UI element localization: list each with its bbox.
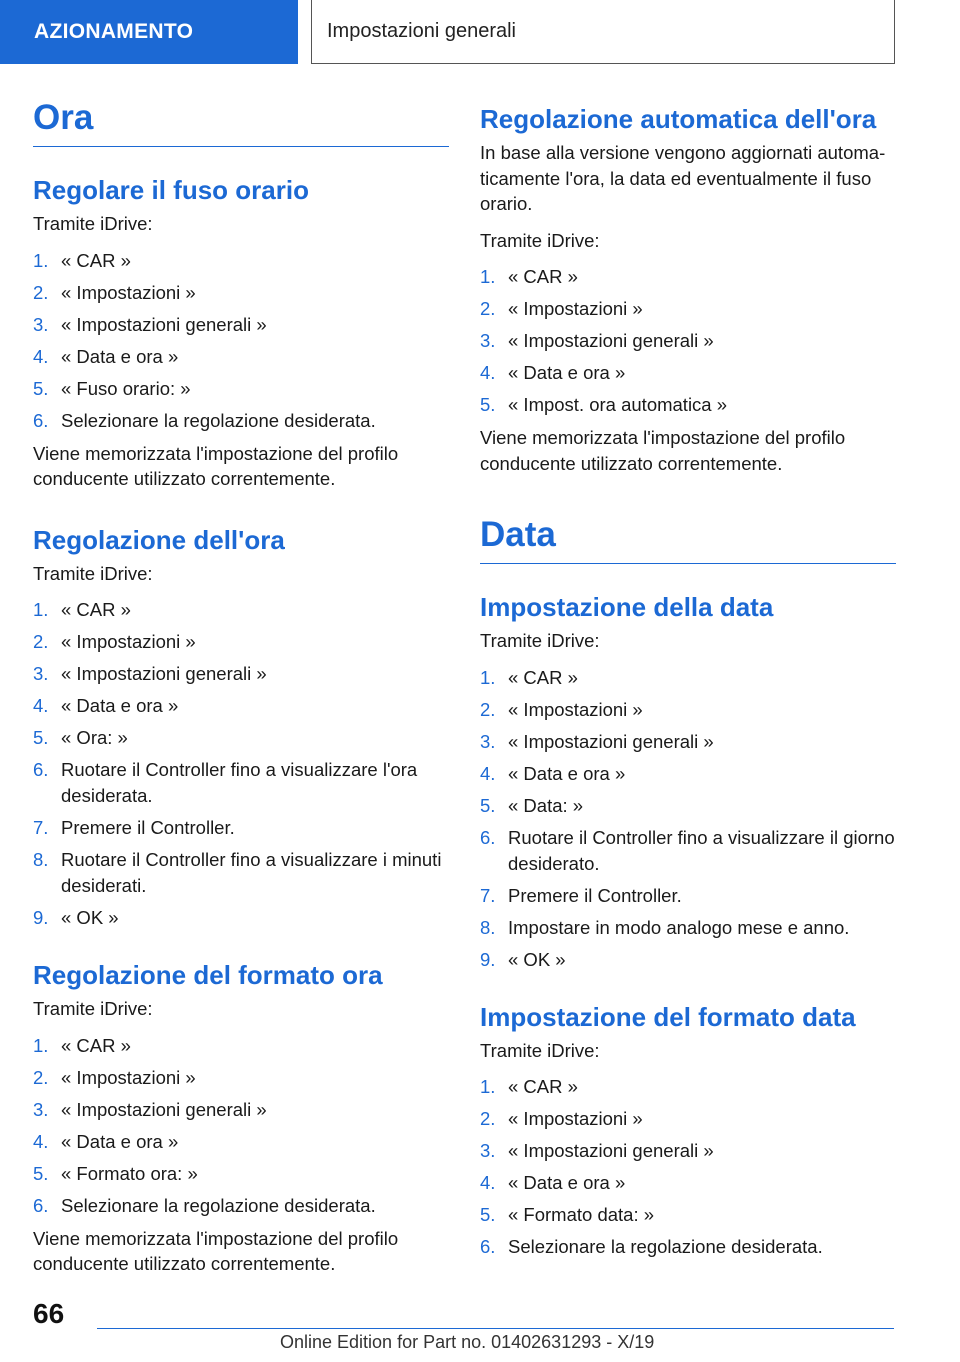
step-text: « Impostazioni »	[61, 1066, 196, 1088]
list-item	[33, 1033, 449, 1059]
step-text: Ruotare il Controller fino a visualizzare i minuti desiderati.	[61, 849, 442, 896]
step-number: 5.	[33, 377, 49, 399]
step-number: 3.	[480, 1140, 496, 1161]
footer-divider	[97, 1328, 894, 1329]
step-text: « Impostazioni generali »	[61, 313, 267, 335]
step-number: 4.	[33, 695, 49, 716]
steps-list	[33, 248, 449, 434]
list-item	[480, 883, 896, 909]
step-number: 2.	[33, 631, 49, 652]
step-number: 6.	[33, 1194, 49, 1216]
step-text: « CAR »	[508, 666, 578, 688]
step-number: 1.	[33, 599, 49, 620]
step-number: 7.	[480, 884, 496, 906]
step-text: « Impostazioni »	[508, 298, 643, 319]
heading-formato-data: Impostazione del formato data	[480, 1001, 856, 1032]
step-number: 3.	[33, 663, 49, 684]
step-number: 2.	[480, 1108, 496, 1129]
list-item	[33, 248, 449, 274]
list-item	[480, 1074, 896, 1100]
step-number: 6.	[480, 1236, 496, 1257]
step-text: « CAR »	[61, 249, 131, 271]
list-item	[33, 344, 449, 370]
step-text: « Data e ora »	[508, 762, 626, 784]
intro-text: Tramite iDrive:	[480, 1039, 600, 1061]
step-text: « Impostazioni »	[61, 631, 196, 652]
step-text: « Impostazioni generali »	[61, 1098, 267, 1120]
list-item	[480, 1234, 896, 1260]
step-text: Premere il Controller.	[61, 817, 235, 838]
step-number: 2.	[33, 281, 49, 303]
step-text: « Impostazioni generali »	[61, 663, 267, 684]
step-text: « Data e ora »	[508, 362, 626, 383]
step-number: 4.	[480, 762, 496, 784]
heading-regolazione-ora: Regolazione dell'ora	[33, 524, 285, 555]
step-number: 2.	[33, 1066, 49, 1088]
list-item	[480, 947, 896, 973]
step-text: « CAR »	[508, 266, 578, 287]
step-number: 5.	[480, 1204, 496, 1225]
step-number: 2.	[480, 698, 496, 720]
list-item	[480, 1170, 896, 1196]
step-number: 3.	[33, 313, 49, 335]
list-item	[33, 847, 449, 899]
steps-list	[480, 264, 896, 418]
step-text: Ruotare il Controller fino a visualizzare l'ora desiderata.	[61, 759, 418, 806]
step-text: « Data e ora »	[61, 695, 179, 716]
step-number: 9.	[33, 907, 49, 928]
step-text: « Data: »	[508, 794, 584, 816]
step-number: 1.	[480, 666, 496, 688]
step-number: 8.	[480, 916, 496, 938]
step-text: « Formato ora: »	[61, 1162, 198, 1184]
list-item	[33, 1097, 449, 1123]
step-text: « Fuso orario: »	[61, 377, 191, 399]
list-item	[33, 1193, 449, 1219]
edition-text: Online Edition for Part no. 01402631293 - X/19	[280, 1332, 655, 1352]
heading-ora-automatica: Regolazione automatica dell'ora	[480, 104, 877, 134]
step-number: 6.	[33, 409, 49, 431]
list-item	[33, 408, 449, 434]
list-item	[480, 729, 896, 755]
left-column	[33, 98, 449, 1288]
step-text: « Impostazioni generali »	[508, 730, 714, 752]
list-item	[33, 597, 449, 623]
step-text: « CAR »	[61, 599, 131, 620]
list-item	[33, 1161, 449, 1187]
step-number: 5.	[33, 727, 49, 748]
list-item	[33, 376, 449, 402]
list-item	[480, 296, 896, 322]
step-text: « CAR »	[61, 1034, 131, 1056]
description-text: In base alla versione vengono aggiornati automaticamente l'ora, la data ed eventualmente il fuso orario.	[480, 142, 886, 214]
step-text: Impostare in modo analogo mese e anno.	[508, 916, 850, 938]
step-number: 4.	[480, 1172, 496, 1193]
heading-fuso-orario: Regolare il fuso orario	[33, 175, 309, 205]
list-item	[480, 761, 896, 787]
step-number: 4.	[33, 345, 49, 367]
step-text: Selezionare la regolazione desiderata.	[61, 1194, 376, 1216]
note-text: Viene memorizzata l'impostazione del profilo conducente utilizzato correntemente.	[33, 1227, 399, 1274]
step-number: 9.	[480, 948, 496, 970]
step-number: 2.	[480, 298, 496, 319]
steps-list	[33, 1033, 449, 1219]
intro-text: Tramite iDrive:	[33, 213, 153, 234]
list-item	[33, 629, 449, 655]
section-tab: AZIONAMENTO	[0, 0, 298, 64]
list-item	[480, 392, 896, 418]
step-number: 1.	[480, 1076, 496, 1097]
list-item	[480, 1106, 896, 1132]
step-text: « Impostazioni »	[508, 698, 643, 720]
step-number: 1.	[33, 1034, 49, 1056]
list-item	[480, 264, 896, 290]
step-number: 7.	[33, 817, 49, 838]
step-number: 5.	[480, 394, 496, 415]
note-text: Viene memorizzata l'impostazione del profilo conducente utilizzato correntemente.	[480, 427, 846, 474]
step-text: « Impostazioni generali »	[508, 330, 714, 351]
list-item	[480, 360, 896, 386]
step-number: 1.	[480, 266, 496, 287]
list-item	[33, 757, 449, 809]
step-text: « Formato data: »	[508, 1204, 655, 1225]
list-item	[480, 1138, 896, 1164]
step-number: 6.	[480, 826, 496, 848]
step-number: 8.	[33, 849, 49, 870]
list-item	[33, 661, 449, 687]
steps-list	[33, 597, 449, 931]
step-number: 3.	[480, 330, 496, 351]
list-item	[33, 725, 449, 751]
chapter-title: Impostazioni generali	[311, 0, 895, 64]
list-item	[33, 280, 449, 306]
step-text: « Data e ora »	[61, 1130, 179, 1152]
step-number: 3.	[33, 1098, 49, 1120]
list-item	[33, 905, 449, 931]
note-text: Viene memorizzata l'impostazione del profilo conducente utilizzato correntemente.	[33, 442, 399, 489]
step-number: 1.	[33, 249, 49, 271]
step-text: « Impostazioni generali »	[508, 1140, 714, 1161]
step-text: « Impostazioni »	[508, 1108, 643, 1129]
list-item	[480, 697, 896, 723]
intro-text: Tramite iDrive:	[480, 229, 600, 251]
step-text: Selezionare la regolazione desiderata.	[508, 1236, 823, 1257]
page-number: 66	[33, 1298, 65, 1329]
section-title-ora: Ora	[33, 98, 449, 147]
step-text: « Data e ora »	[508, 1172, 626, 1193]
list-item	[480, 793, 896, 819]
step-text: Selezionare la regolazione desiderata.	[61, 409, 376, 431]
step-number: 4.	[480, 362, 496, 383]
list-item	[33, 1065, 449, 1091]
intro-text: Tramite iDrive:	[33, 998, 153, 1019]
section-title-data: Data	[480, 515, 896, 564]
intro-text: Tramite iDrive:	[480, 630, 600, 651]
step-text: Ruotare il Controller fino a visualizzare il giorno desiderato.	[508, 826, 895, 874]
right-column	[480, 98, 896, 1267]
list-item	[480, 665, 896, 691]
list-item	[33, 1129, 449, 1155]
heading-impostazione-data: Impostazione della data	[480, 592, 774, 622]
step-text: « CAR »	[508, 1076, 578, 1097]
step-number: 5.	[33, 1162, 49, 1184]
steps-list	[480, 1074, 896, 1260]
step-text: « Data e ora »	[61, 345, 179, 367]
heading-formato-ora: Regolazione del formato ora	[33, 960, 383, 990]
list-item	[480, 1202, 896, 1228]
step-text: « OK »	[508, 948, 566, 970]
step-text: « Impost. ora automatica »	[508, 394, 728, 415]
step-text: Premere il Controller.	[508, 884, 682, 906]
steps-list	[480, 665, 896, 973]
list-item	[480, 915, 896, 941]
step-number: 6.	[33, 759, 49, 780]
intro-text: Tramite iDrive:	[33, 562, 153, 584]
step-number: 4.	[33, 1130, 49, 1152]
step-number: 5.	[480, 794, 496, 816]
list-item	[33, 815, 449, 841]
list-item	[480, 825, 896, 877]
step-text: « Impostazioni »	[61, 281, 196, 303]
list-item	[33, 312, 449, 338]
list-item	[480, 328, 896, 354]
list-item	[33, 693, 449, 719]
step-text: « Ora: »	[61, 727, 128, 748]
step-number: 3.	[480, 730, 496, 752]
step-text: « OK »	[61, 907, 119, 928]
